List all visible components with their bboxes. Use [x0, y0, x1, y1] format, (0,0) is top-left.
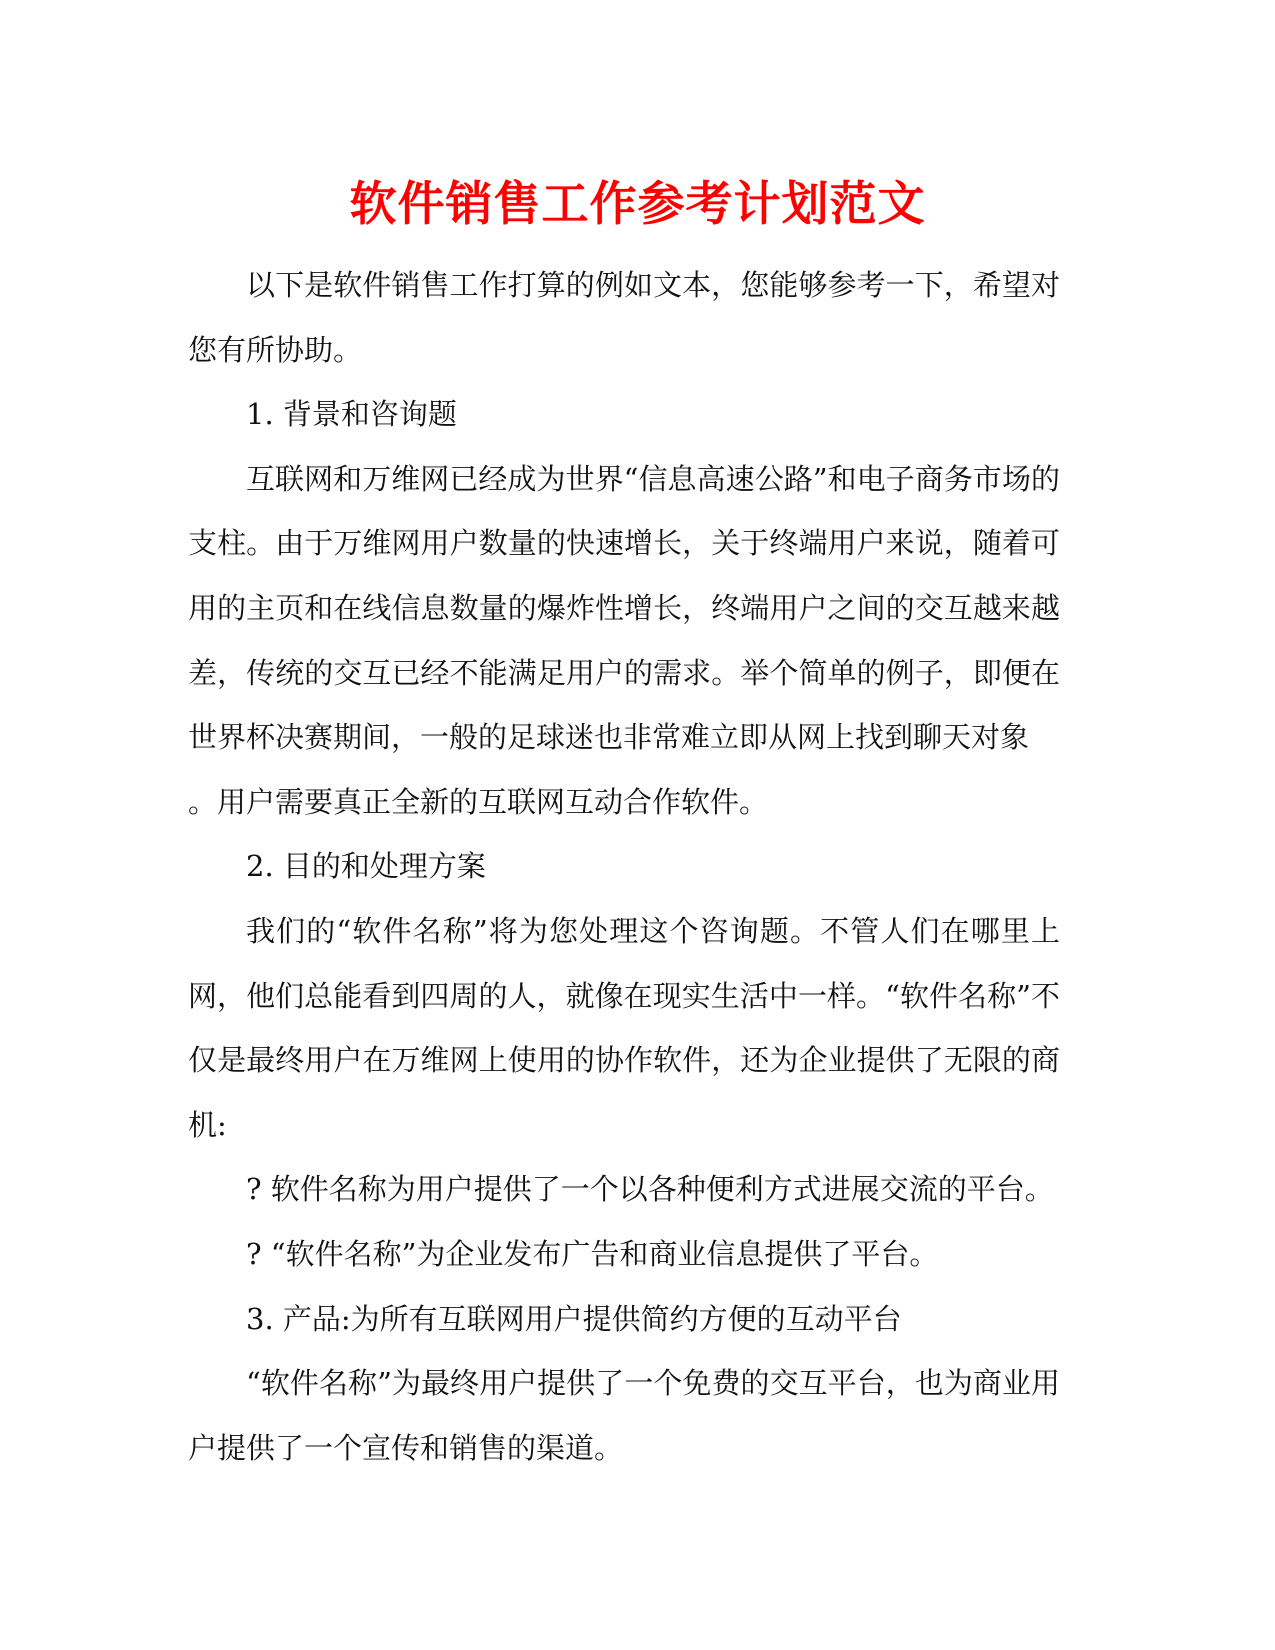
section-heading-solution: 2. 目的和处理方案	[246, 849, 486, 884]
paragraph-background-end: 。用户需要真正全新的互联网互动合作软件。	[188, 784, 769, 819]
document-title: 软件销售工作参考计划范文	[349, 177, 926, 232]
paragraph-product: “软件名称”为最终用户提供了一个免费的交互平台，也为商业用户提供了一个宣传和销售的渠道。	[188, 1366, 1060, 1465]
paragraph-intro: 以下是软件销售工作打算的例如文本，您能够参考一下，希望对您有所协助。	[188, 268, 1060, 367]
paragraph-solution: 我们的“软件名称”将为您处理这个咨询题。不管人们在哪里上网，他们总能看到四周的人，就像在现实生活中一样。“软件名称”不仅是最终用户在万维网上使用的协作软件，还为企业提供了无限的商机:	[188, 913, 1060, 1142]
section-heading-background: 1. 背景和咨询题	[246, 397, 457, 432]
paragraph-background: 互联网和万维网已经成为世界“信息高速公路”和电子商务市场的支柱。由于万维网用户数量的快速增长，关于终端用户来说，随着可用的主页和在线信息数量的爆炸性增长，终端用户之间的交互越来越差，传统的交互已经不能满足用户的需求。举个简单的例子，即便在世界杯决赛期间，一般的足球迷也非常难立即从网上找到聊天对象	[188, 461, 1060, 755]
section-heading-product: 3. 产品:为所有互联网用户提供简约方便的互动平台	[246, 1301, 902, 1336]
document-body	[188, 253, 1060, 1480]
bullet-item-platform: ? 软件名称为用户提供了一个以各种便利方式进展交流的平台。	[246, 1172, 1054, 1207]
bullet-item-advertising: ? “软件名称”为企业发布广告和商业信息提供了平台。	[246, 1236, 939, 1271]
